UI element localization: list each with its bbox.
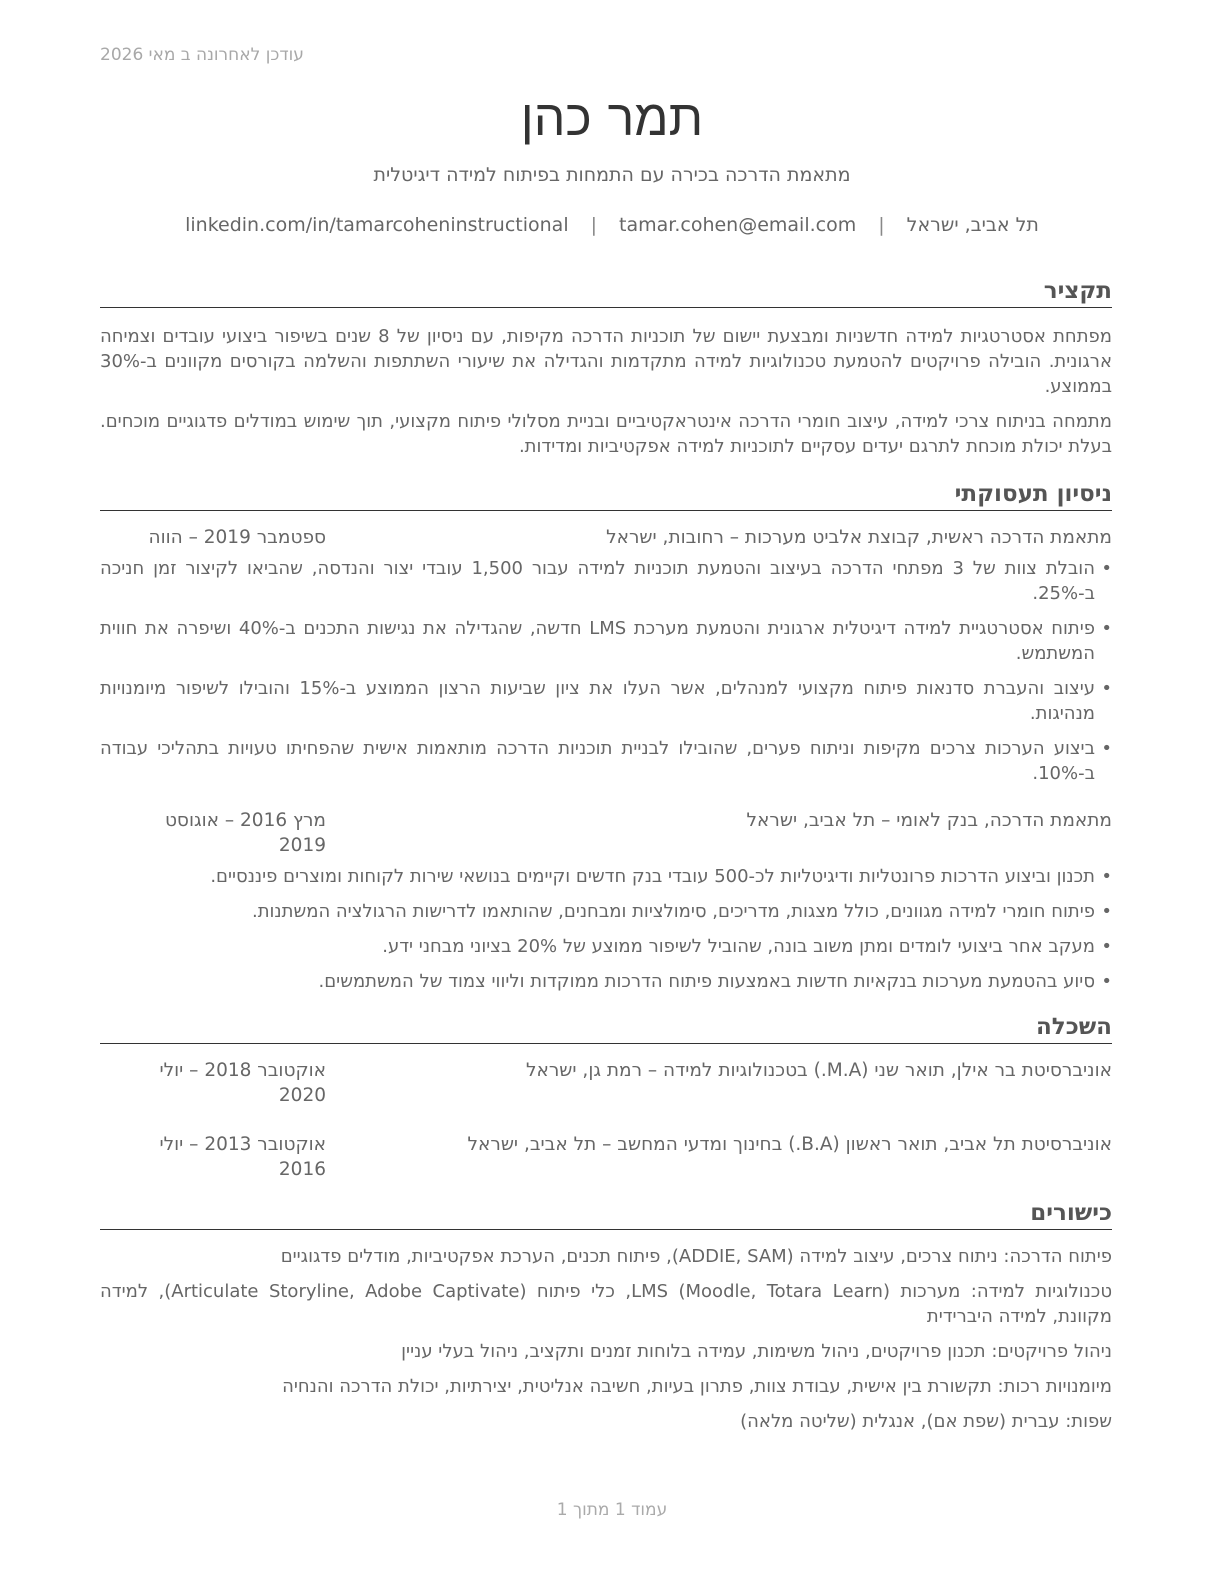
education-dates: אוקטובר 2018 – יולי 2020 xyxy=(159,1060,326,1106)
contact-separator: | xyxy=(878,214,885,236)
summary-paragraph: מפתחת אסטרטגיות למידה חדשניות ומבצעת יישום של תוכניות הדרכה מקיפות, עם ניסיון של 8 שנים בשיפור ביצועי עובדים וצמיחה ארגונית. הובילה פרויקטים להטמעת טכנולוגיות למידה מתקדמות והגדילה את שיעורי השתתפות והשלמה בקורסים מקוונים ב-30% בממוצע. xyxy=(100,326,1112,397)
skill-line: מיומנויות רכות: תקשורת בין אישית, עבודת צוות, פתרון בעיות, חשיבה אנליטית, יצירתיות, יכולת הדרכה והנחיה xyxy=(282,1376,1112,1397)
achievement-item: • ביצוע הערכות צרכים מקיפות וניתוח פערים, שהובילו לבניית תוכניות הדרכה מותאמות אישית שהפחיתו טעויות בתהליכי עבודה ב-10%. xyxy=(100,736,1112,786)
job-dates: ספטמבר 2019 – הווה xyxy=(148,527,326,548)
section-title-experience: ניסיון תעסוקתי xyxy=(100,479,1112,511)
achievement-item: • מעקב אחר ביצועי לומדים ומתן משוב בונה, שהוביל לשיפור ממוצע של 20% בציוני מבחני ידע. xyxy=(100,934,1112,959)
job-achievements xyxy=(100,864,1112,994)
section-title-summary: תקציר xyxy=(100,276,1112,308)
skill-line: ניהול פרויקטים: תכנון פרויקטים, ניהול משימות, עמידה בלוחות זמנים ותקציב, ניהול בעלי עניין xyxy=(401,1341,1112,1362)
contact-separator: | xyxy=(590,214,598,236)
education-entry xyxy=(100,1132,1112,1182)
job-dates: מרץ 2016 – אוגוסט 2019 xyxy=(164,810,326,856)
contact-linkedin-link[interactable]: linkedin.com/in/tamarcoheninstructional xyxy=(185,214,569,236)
achievement-item: • סיוע בהטמעת מערכות בנקאיות חדשות באמצעות פיתוח הדרכות ממוקדות וליווי צמוד של המשתמשים. xyxy=(100,969,1112,994)
education-entry xyxy=(100,1058,1112,1108)
education-section xyxy=(100,1012,1112,1182)
education-degree: אוניברסיטת תל אביב, תואר ראשון (B.A.) בחינוך ומדעי המחשב – תל אביב, ישראל xyxy=(467,1134,1112,1155)
resume-body xyxy=(100,276,1112,1434)
page-number: עמוד 1 מתוך 1 xyxy=(556,1500,668,1520)
professional-headline: מתאמת הדרכה בכירה עם התמחות בפיתוח למידה דיגיטלית xyxy=(373,164,851,186)
skill-line: פיתוח הדרכה: ניתוח צרכים, עיצוב למידה (ADDIE, SAM), פיתוח תכנים, הערכת אפקטיביות, מודלים פדגוגיים xyxy=(280,1246,1112,1267)
job-role: מתאמת הדרכה, בנק לאומי – תל אביב, ישראל xyxy=(746,810,1112,831)
skill-line: שפות: עברית (שפת אם), אנגלית (שליטה מלאה) xyxy=(740,1411,1112,1432)
resume-header xyxy=(0,86,1224,236)
experience-section xyxy=(100,479,1112,994)
achievement-item: • פיתוח אסטרטגיית למידה דיגיטלית ארגונית והטמעת מערכת LMS חדשה, שהגדילה את נגישות התכנים ב-40% ושיפרה את חווית המשתמש. xyxy=(100,616,1112,666)
summary-paragraph: מתמחה בניתוח צרכי למידה, עיצוב חומרי הדרכה אינטראקטיביים ובניית מסלולי פיתוח מקצועי, תוך שימוש במודלים פדגוגיים מוכחים. בעלת יכולת מוכחת לתרגם יעדים עסקיים לתוכניות למידה אפקטיביות ומדידות. xyxy=(100,411,1112,457)
skills-section xyxy=(100,1198,1112,1434)
achievement-item: • עיצוב והעברת סדנאות פיתוח מקצועי למנהלים, אשר העלו את ציון שביעות הרצון הממוצע ב-15% והובילו לשיפור מיומנויות מנהיגות. xyxy=(100,676,1112,726)
achievement-item: • הובלת צוות של 3 מפתחי הדרכה בעיצוב והטמעת תוכניות למידה עבור 1,500 עובדי יצור והנדסה, שהביאו לקיצור זמן חניכה ב-25%. xyxy=(100,556,1112,606)
section-title-education: השכלה xyxy=(100,1012,1112,1044)
education-dates: אוקטובר 2013 – יולי 2016 xyxy=(159,1134,326,1180)
job-entry xyxy=(100,525,1112,786)
section-title-skills: כישורים xyxy=(100,1198,1112,1230)
job-role: מתאמת הדרכה ראשית, קבוצת אלביט מערכות – רחובות, ישראל xyxy=(606,527,1112,548)
job-header xyxy=(100,525,1112,550)
summary-section xyxy=(100,276,1112,459)
achievement-item: • תכנון וביצוע הדרכות פרונטליות ודיגיטליות לכ-500 עובדי בנק חדשים וקיימים בנושאי שירות לקוחות ומוצרים פיננסיים. xyxy=(100,864,1112,889)
job-entry xyxy=(100,808,1112,994)
contact-email-link[interactable]: tamar.cohen@email.com xyxy=(619,214,857,236)
achievement-item: • פיתוח חומרי למידה מגוונים, כולל מצגות, מדריכים, סימולציות ומבחנים, שהותאמו לדרישות הרגולציה המשתנות. xyxy=(100,899,1112,924)
skill-line: טכנולוגיות למידה: מערכות LMS (Moodle, Totara Learn), כלי פיתוח (Articulate Storyline, Adobe Captivate), למידה מקוונת, למידה היברידית xyxy=(100,1281,1112,1327)
candidate-name: תמר כהן xyxy=(520,89,704,147)
contact-line xyxy=(0,214,1224,236)
education-degree: אוניברסיטת בר אילן, תואר שני (M.A.) בטכנולוגיות למידה – רמת גן, ישראל xyxy=(525,1060,1112,1081)
job-header xyxy=(100,808,1112,858)
last-updated-note: עודכן לאחרונה ב מאי 2026 xyxy=(100,45,304,65)
job-achievements xyxy=(100,556,1112,786)
contact-location: תל אביב, ישראל xyxy=(906,214,1039,236)
